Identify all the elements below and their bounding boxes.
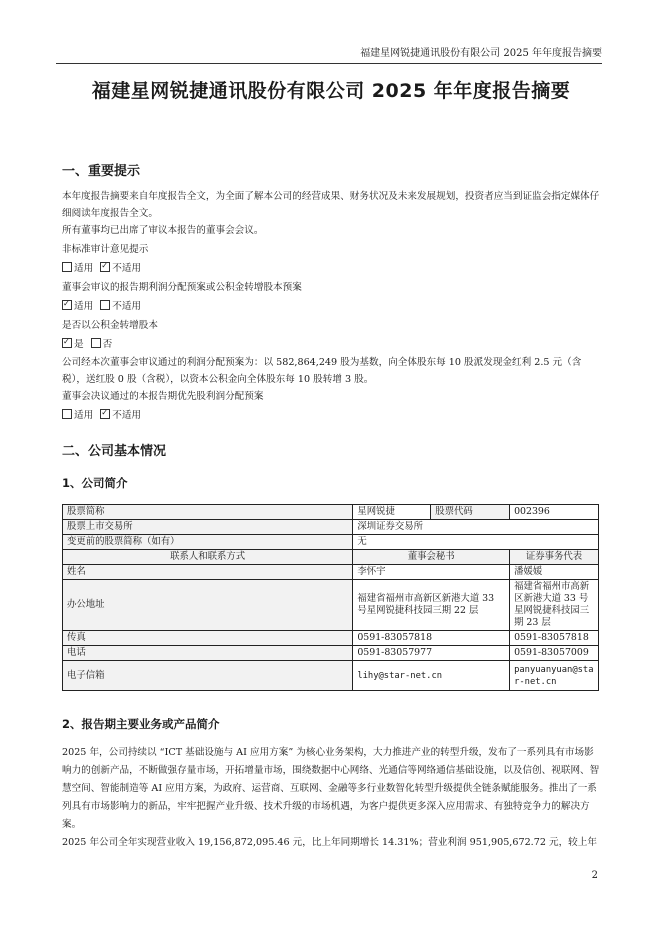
paragraph-directors-attendance: 所有董事均已出席了审议本报告的董事会会议。	[62, 225, 264, 236]
checkbox-unchecked-icon[interactable]	[62, 262, 72, 272]
table-header-cell: 证券事务代表	[510, 550, 599, 565]
email-link[interactable]: panyuanyuan@star-net.cn	[510, 661, 599, 691]
table-cell: 福建省福州市高新区新港大道 33 号星网锐捷科技园三期 23 层	[510, 580, 599, 631]
question-preferred-stock: 董事会决议通过的本报告期优先股利润分配预案	[62, 391, 264, 402]
table-row	[63, 520, 599, 535]
email-link[interactable]: lihy@star-net.cn	[353, 661, 510, 691]
question-nonstandard-audit: 非标准审计意见提示	[62, 244, 149, 255]
option-label: 不适用	[112, 301, 142, 312]
table-cell-label: 电话	[63, 646, 353, 661]
paragraph-annual-summary-note: 本年度报告摘要来自年度报告全文，为全面了解本公司的经营成果、财务状况及未来发展规划，投资者应当到证监会指定媒体仔细阅读年度报告全文。	[62, 191, 600, 219]
table-cell: 深圳证券交易所	[353, 520, 599, 535]
paragraph-distribution-plan: 公司经本次董事会审议通过的利润分配预案为：以 582,864,249 股为基数，向全体股东每 10 股派发现金红利 2.5 元（含税），送红股 0 股（含税），以资本公积金向全体股东每 10 股转增 3 股。	[62, 357, 582, 385]
document-title: 福建星网锐捷通讯股份有限公司 2025 年年度报告摘要	[91, 80, 571, 102]
option-label: 适用	[74, 301, 94, 312]
options-profit-distribution	[62, 298, 141, 315]
table-cell-label: 股票简称	[63, 505, 353, 520]
options-nonstandard-audit	[62, 260, 141, 277]
company-profile-table	[62, 504, 599, 691]
option-label: 适用	[74, 263, 94, 274]
section-heading-company-basics: 二、公司基本情况	[62, 444, 167, 459]
option-label: 是	[74, 339, 84, 350]
paragraph-main-business: 2025 年，公司持续以 “ICT 基础设施与 AI 应用方案” 为核心业务架构，大力推进产业的转型升级，发布了一系列具有市场影响力的创新产品，不断做强存量市场，开拓增量市场，围绕数据中心网络、光通信等网络通信基础设施，以及信创、视联网、智慧空间、智能制造等 AI 应用方案，为政府、运营商、互联网、金融等多行业数智化转型升级提供全链条赋能服务。推出了一系列具有市场影响力的新品，牢牢把握产业升级、技术升级的市场机遇，为客户提供更多深入应用需求、有独特竞争力的解决方案。	[62, 747, 600, 830]
options-preferred-stock	[62, 407, 141, 424]
page-number: 2	[591, 870, 598, 881]
table-row	[63, 646, 599, 661]
table-cell: 0591-83057977	[353, 646, 510, 661]
table-cell: 福建省福州市高新区新港大道 33 号星网锐捷科技园三期 22 层	[353, 580, 510, 631]
table-cell: 0591-83057818	[510, 631, 599, 646]
checkbox-unchecked-icon[interactable]	[62, 409, 72, 419]
table-row	[63, 505, 599, 520]
table-row	[63, 631, 599, 646]
table-cell: 0591-83057818	[353, 631, 510, 646]
table-cell-label: 传真	[63, 631, 353, 646]
table-cell: 0591-83057009	[510, 646, 599, 661]
paragraph-revenue: 2025 年公司全年实现营业收入 19,156,872,095.46 元，比上年同期增长 14.31%；营业利润 951,905,672.72 元，较上年	[62, 837, 597, 848]
checkbox-checked-icon[interactable]	[62, 338, 72, 348]
checkbox-checked-icon[interactable]	[100, 262, 110, 272]
section-heading-important-notes: 一、重要提示	[62, 164, 141, 179]
running-header: 福建星网锐捷通讯股份有限公司 2025 年年度报告摘要	[56, 44, 602, 64]
option-label: 不适用	[112, 410, 142, 421]
table-cell-label: 办公地址	[63, 580, 353, 631]
subheading-company-profile: 1、公司简介	[62, 476, 128, 490]
table-row	[63, 535, 599, 550]
option-label: 不适用	[112, 263, 142, 274]
table-cell-label: 电子信箱	[63, 661, 353, 691]
table-row	[63, 565, 599, 580]
options-capital-reserve	[62, 336, 112, 353]
table-header-cell: 董事会秘书	[353, 550, 510, 565]
table-cell-label: 股票代码	[431, 505, 510, 520]
checkbox-unchecked-icon[interactable]	[100, 300, 110, 310]
checkbox-unchecked-icon[interactable]	[91, 338, 101, 348]
question-profit-distribution: 董事会审议的报告期利润分配预案或公积金转增股本预案	[62, 282, 302, 293]
table-cell-label: 姓名	[63, 565, 353, 580]
option-label: 适用	[74, 410, 94, 421]
subheading-main-business: 2、报告期主要业务或产品简介	[62, 717, 220, 731]
table-cell: 002396	[510, 505, 599, 520]
checkbox-checked-icon[interactable]	[62, 300, 72, 310]
table-cell-label: 变更前的股票简称（如有）	[63, 535, 353, 550]
table-row	[63, 580, 599, 631]
table-cell: 无	[353, 535, 599, 550]
table-cell-label: 股票上市交易所	[63, 520, 353, 535]
table-row	[63, 661, 599, 691]
option-label: 否	[102, 339, 113, 350]
table-row	[63, 550, 599, 565]
question-capital-reserve: 是否以公积金转增股本	[62, 320, 158, 331]
table-cell: 星网锐捷	[353, 505, 431, 520]
table-cell: 潘媛媛	[510, 565, 599, 580]
table-cell: 李怀宇	[353, 565, 510, 580]
table-header-cell: 联系人和联系方式	[63, 550, 353, 565]
checkbox-checked-icon[interactable]	[100, 409, 110, 419]
